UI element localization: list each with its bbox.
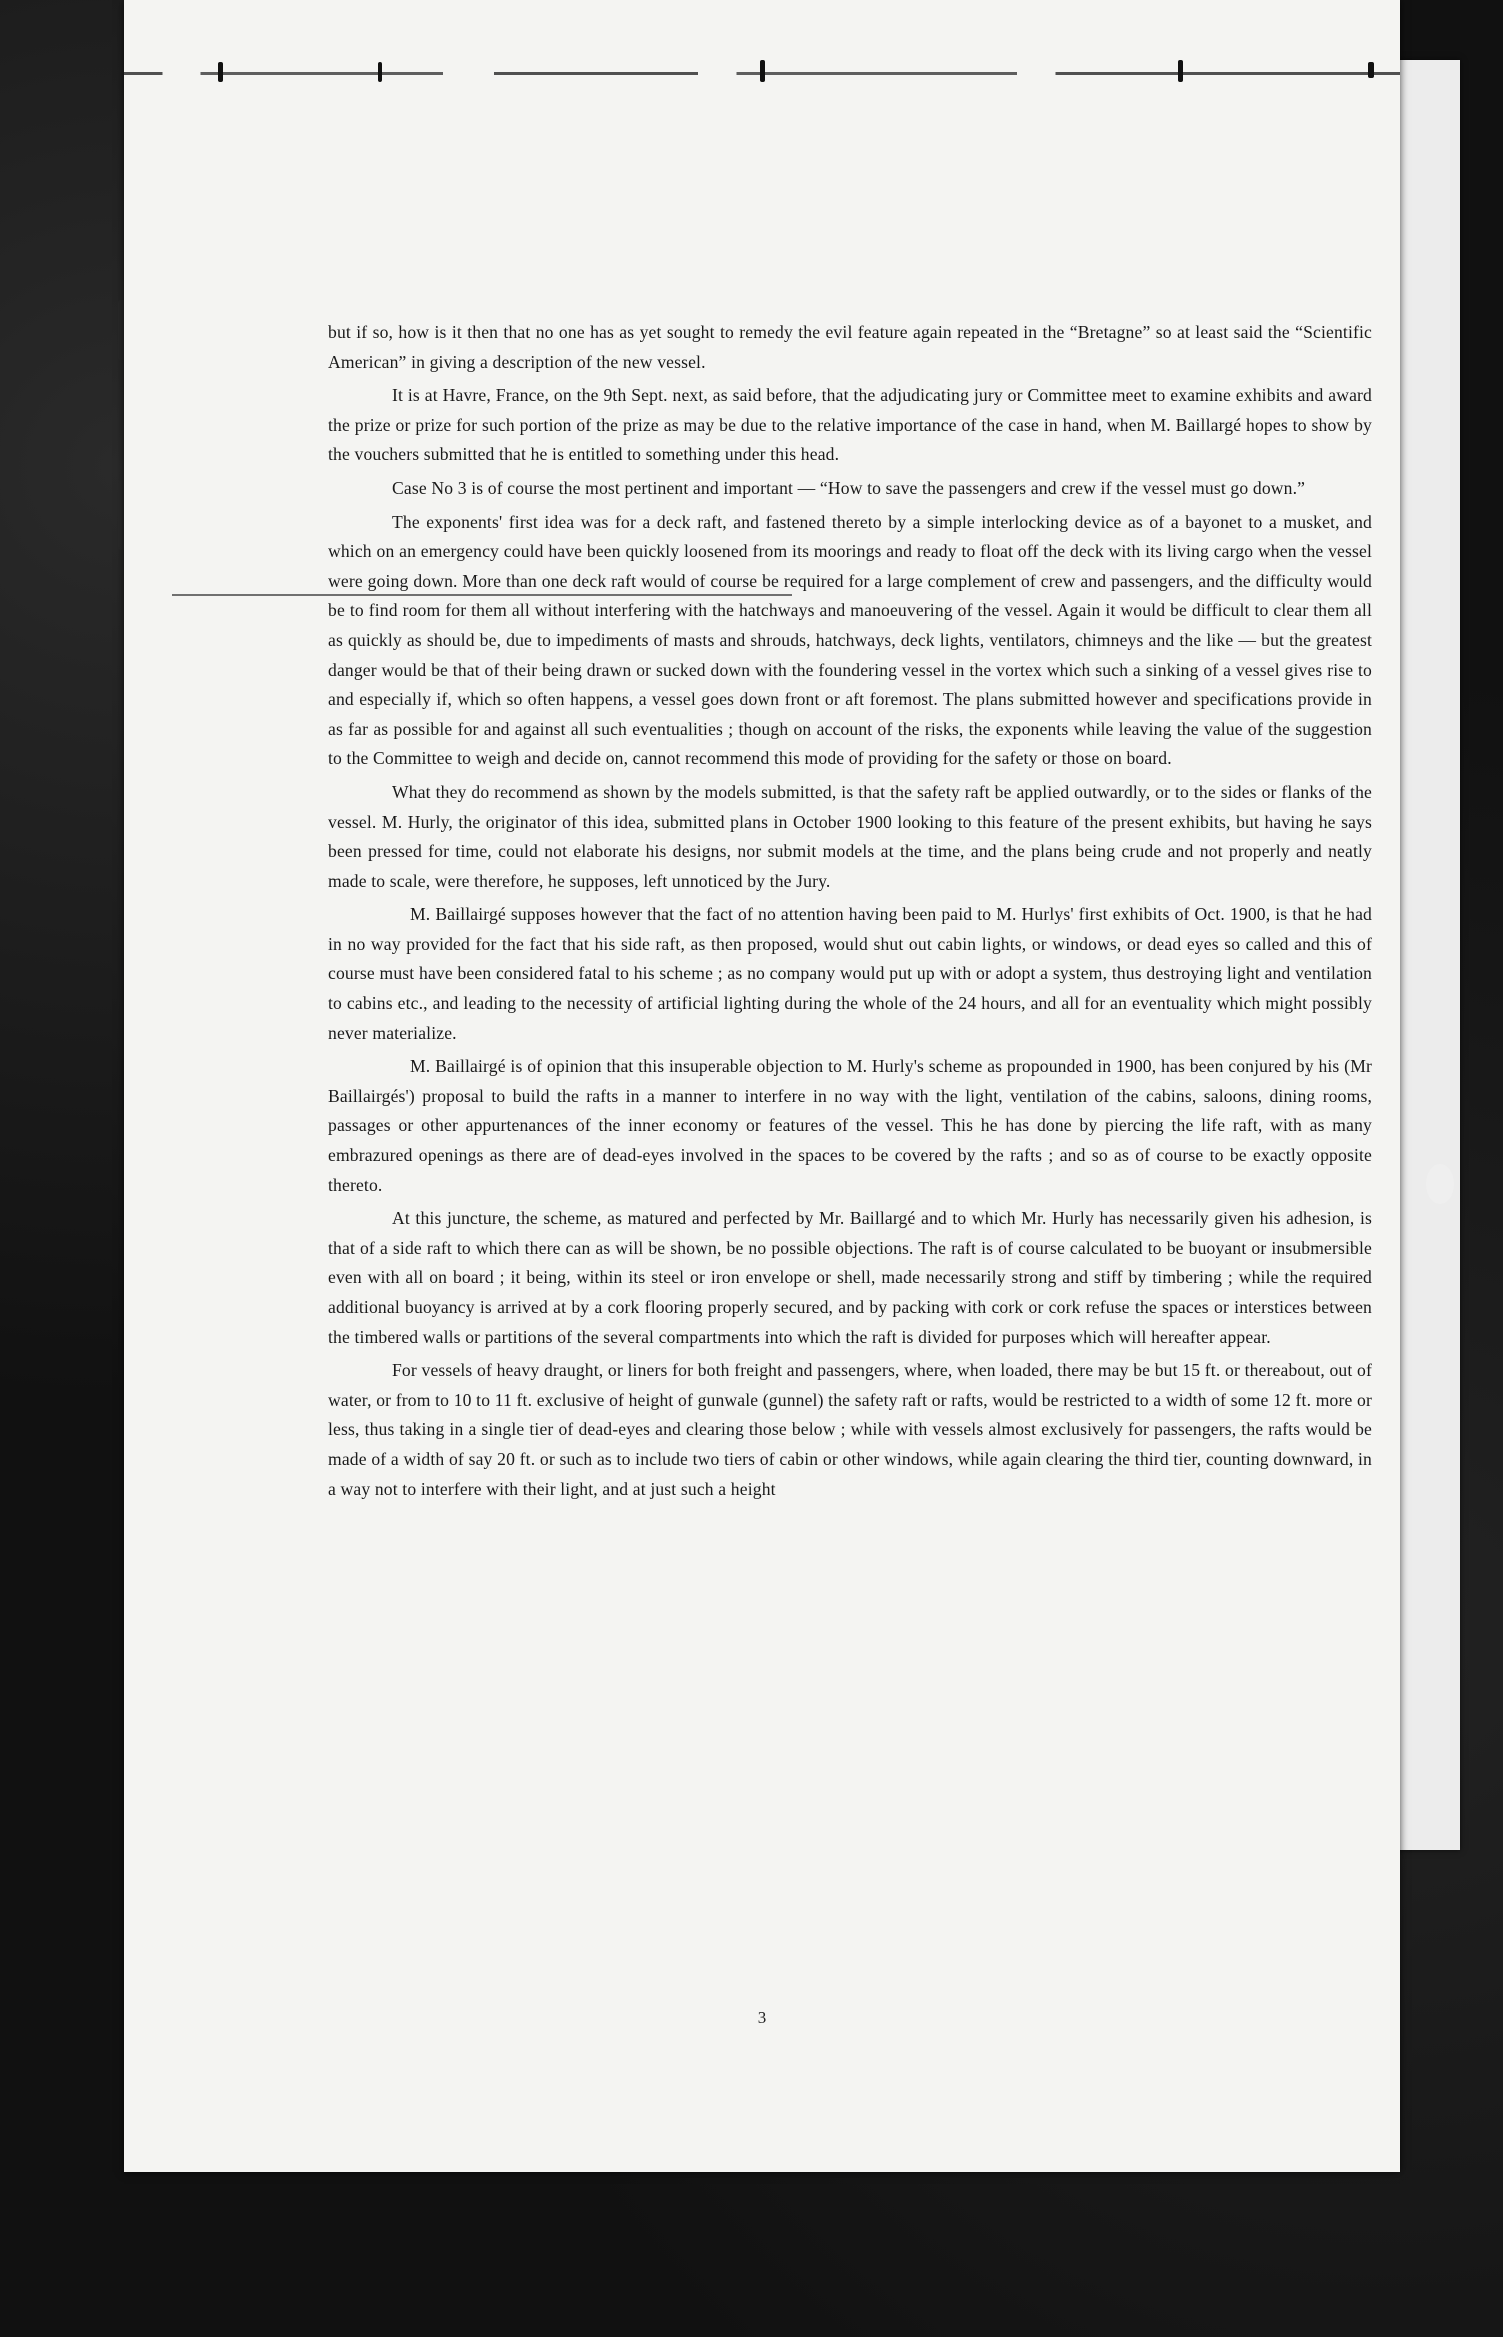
rule-tick (218, 62, 223, 82)
page-number: 3 (757, 2008, 767, 2027)
rule-tick (1178, 60, 1183, 82)
rule-tick (378, 62, 382, 82)
body-text (328, 318, 1372, 1508)
paragraph: It is at Havre, France, on the 9th Sept. next, as said before, that the adjudicating jury or Committee meet to examine exhibits and award the prize or prize for such portion of the prize as may be due to the relative importance of the case in hand, when M. Baillargé hopes to show by the vouchers submitted that he is entitled to something under this head. (328, 385, 1372, 465)
paragraph: but if so, how is it then that no one has as yet sought to remedy the evil feature again repeated in the “Bretagne” so at least said the “Scientific American” in giving a description of the new vessel. (328, 322, 1372, 372)
paragraph: M. Baillairgé supposes however that the fact of no attention having been paid to M. Hurlys' first exhibits of Oct. 1900, is that he had in no way provided for the fact that his side raft, as then proposed, would shut out cabin lights, or windows, or dead eyes so called and this of course must have been considered fatal to his scheme ; as no company would put up with or adopt a system, thus destroying light and ventilation to cabins etc., and leading to the necessity of artificial lighting during the whole of the 24 hours, and all for an eventuality which might possibly never materialize. (328, 904, 1372, 1043)
rule-tick (1368, 62, 1374, 78)
paragraph: The exponents' first idea was for a deck raft, and fastened thereto by a simple interlocking device as of a bayonet to a musket, and which on an emergency could have been quickly loosened from its moorings and ready to float off the deck with its living cargo when the vessel were going down. More than one deck raft would of course be required for a large complement of crew and passengers, and the difficulty would be to find room for them all without interfering with the hatchways and manoeuvering of the vessel. Again it would be difficult to clear them all as quickly as should be, due to impediments of masts and shrouds, hatchways, deck lights, ventilators, chimneys and the like — but the greatest danger would be that of their being drawn or sucked down with the foundering vessel in the vortex which such a sinking of a vessel gives rise to and especially if, which so often happens, a vessel goes down front or aft foremost. The plans submitted however and specifications provide in as far as possible for and against all such eventualities ; though on account of the risks, the exponents while leaving the value of the suggestion to the Committee to weigh and decide on, cannot recommend this mode of providing for the safety or those on board. (328, 511, 1372, 769)
torn-edge-mark (1426, 1164, 1454, 1204)
document-page (124, 0, 1400, 2172)
paragraph: Case No 3 is of course the most pertinent and important — “How to save the passengers and crew if the vessel must go down.” (392, 477, 1306, 498)
rule-tick (760, 60, 765, 82)
paragraph: M. Baillairgé is of opinion that this insuperable objection to M. Hurly's scheme as propounded in 1900, has been conjured by his (Mr Baillairgés') proposal to build the rafts in a manner to interfere in no way with the light, ventilation of the cabins, saloons, dining rooms, passages or other appurtenances of the inner economy or features of the vessel. This he has done by piercing the life raft, with as many embrazured openings as there are of dead-eyes involved in the spaces to be covered by the rafts ; and so as of course to be exactly opposite thereto. (328, 1056, 1372, 1195)
paragraph: At this juncture, the scheme, as matured and perfected by Mr. Baillargé and to which Mr. Hurly has necessarily given his adhesion, is that of a side raft to which there can as will be shown, be no possible objections. The raft is of course calculated to be buoyant or insubmersible even with all on board ; it being, within its steel or iron envelope or shell, made necessarily strong and stiff by timbering ; while the required additional buoyancy is arrived at by a cork flooring properly secured, and by packing with cork or cork refuse the spaces or interstices between the timbered walls or partitions of the several compartments into which the raft is divided for purposes which will hereafter appear. (328, 1208, 1372, 1347)
paragraph: For vessels of heavy draught, or liners for both freight and passengers, where, when loaded, there may be but 15 ft. or thereabout, out of water, or from to 10 to 11 ft. exclusive of height of gunwale (gunnel) the safety raft or rafts, would be restricted to a width of some 12 ft. more or less, thus taking in a single tier of dead-eyes and clearing those below ; while with vessels almost exclusively for passengers, the rafts would be made of a width of say 20 ft. or such as to include two tiers of cabin or other windows, while again clearing the third tier, counting downward, in a way not to interfere with their light, and at just such a height (328, 1360, 1372, 1499)
paragraph: What they do recommend as shown by the models submitted, is that the safety raft be applied outwardly, or to the sides or flanks of the vessel. M. Hurly, the originator of this idea, submitted plans in October 1900 looking to this feature of the present exhibits, but having he says been pressed for time, could not elaborate his designs, nor submit models at the time, and the plans being crude and not properly and neatly made to scale, were therefore, he supposes, left unnoticed by the Jury. (328, 781, 1372, 891)
